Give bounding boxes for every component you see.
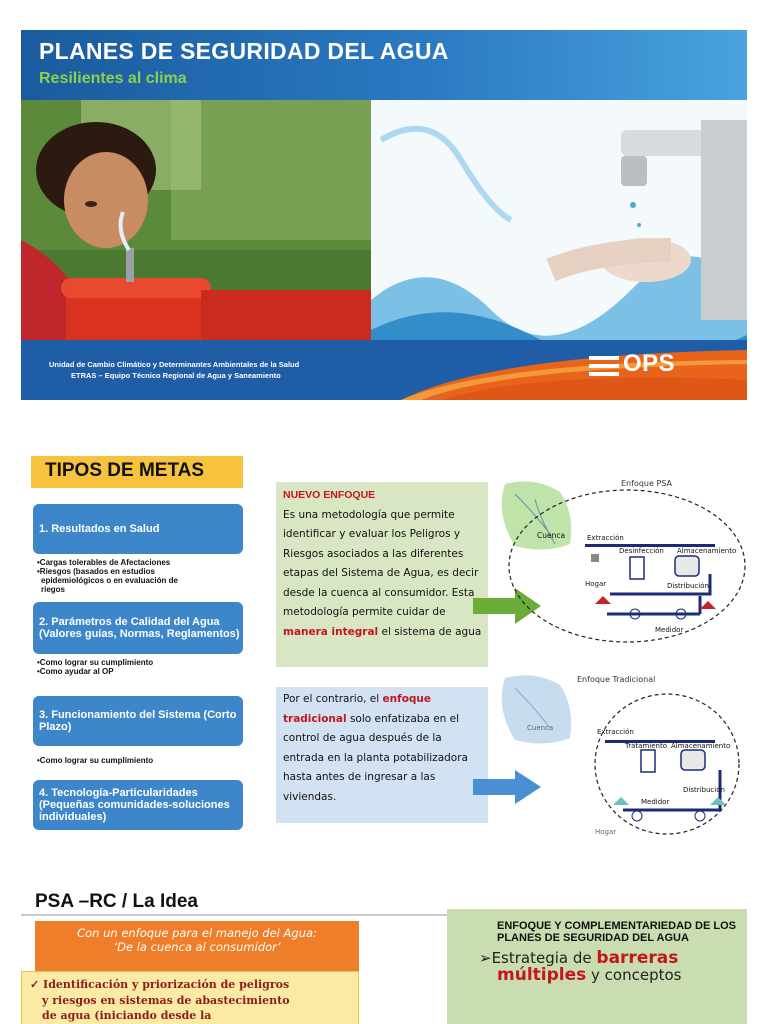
idea-slide-title: PSA –RC / La Idea: [35, 891, 198, 912]
cover-subtitle: Resilientes al clima: [39, 70, 187, 87]
goal-3-bullets: [37, 756, 153, 765]
psa-label-hogar: Hogar: [585, 580, 607, 588]
strategy-suffix: y conceptos: [591, 966, 682, 984]
trad-label-cuenca: Cuenca: [527, 724, 554, 732]
psa-label-distribucion: Distribución: [667, 582, 709, 590]
psa-label-almacenamiento: Almacenamiento: [677, 547, 737, 555]
faucet-splash-illustration: [371, 100, 747, 365]
new-approach-text: Es una metodología que permite identificar y evaluar los Peligros y Riesgos asociados a las diferentes etapas del Sistema de Agua, es decir desde la cuenca al consumidor. Esta metodología permite cuidar de: [283, 508, 479, 618]
trad-label-hogar: Hogar: [595, 828, 617, 836]
psa-approach-diagram: [495, 474, 747, 646]
cover-title: PLANES DE SEGURIDAD DEL AGUA: [39, 38, 449, 64]
traditional-text-start: Por el contrario, el: [283, 693, 380, 705]
traditional-highlight: enfoque tradicional: [283, 693, 432, 725]
goal-2-bullets: [37, 658, 153, 676]
goal-2-bullet: •Como ayudar al OP: [37, 667, 114, 676]
goal-1-bullet: •Riesgos (basados en estudios: [37, 567, 155, 576]
psa-label-desinfeccion: Desinfección: [619, 547, 664, 555]
traditional-text-end: solo enfatizaba en el control de agua después de la entrada en la planta potabilizadora hasta antes de ingresar a las viviendas.: [283, 712, 468, 803]
approach-banner-line1: Con un enfoque para el manejo del Agua:: [77, 926, 317, 940]
ops-emblem-icon: [589, 354, 621, 380]
footer-unit-line: Unidad de Cambio Climático y Determinantes Ambientales de la Salud: [49, 360, 300, 369]
traditional-approach-box: [276, 687, 488, 823]
trad-label-tratamiento: Tratamiento: [625, 742, 667, 750]
trad-label-distribucion: Distribución: [683, 786, 725, 794]
child-drinking-photo: [21, 100, 371, 365]
trad-label-extraccion: Extracción: [597, 728, 634, 736]
strategy-multiple: múltiples: [497, 965, 587, 985]
hazard-line-2: y riesgos en sistemas de abastecimiento: [42, 993, 290, 1007]
goal-3-bullet: •Como lograr su cumplimiento: [37, 756, 154, 765]
slide-3-idea: [21, 885, 747, 1024]
new-approach-box: [276, 482, 488, 667]
psa-diagram-title: Enfoque PSA: [621, 479, 672, 488]
footer-etras-line: ETRAS – Equipo Técnico Regional de Agua y Saneamiento: [71, 371, 281, 380]
hazard-identification-box: [21, 971, 359, 1024]
hazard-line-1: ✓ Identificación y priorización de peligros: [30, 978, 290, 991]
strategy-prefix: ➢Estrategia de: [479, 949, 592, 967]
goal-1-bullets: [37, 558, 178, 594]
complementarity-title: ENFOQUE Y COMPLEMENTARIEDAD DE LOS PLANES DE SEGURIDAD DEL AGUA: [497, 920, 736, 944]
slide-2-goal-types: [21, 440, 747, 855]
psa-label-cuenca: Cuenca: [537, 531, 566, 540]
approach-banner-line2: ‘De la cuenca al consumidor’: [113, 940, 281, 954]
strategy-line: [479, 950, 747, 984]
slide-1-cover: [21, 30, 747, 400]
psa-label-medidor: Medidor: [655, 626, 684, 634]
goal-water-quality-parameters: 2. Parámetros de Calidad del Agua (Valores guías, Normas, Reglamentos): [33, 602, 243, 654]
complementarity-box: [447, 909, 747, 1024]
child-drinking-illustration: [21, 100, 371, 365]
hazard-line-3: de agua (iniciando desde la: [42, 1009, 212, 1022]
new-approach-text-end: el sistema de agua: [381, 625, 482, 638]
goal-1-bullet: •Cargas tolerables de Afectaciones: [37, 558, 171, 567]
approach-banner: [35, 921, 359, 971]
goal-2-bullet: •Como lograr su cumplimiento: [37, 658, 154, 667]
trad-label-medidor: Medidor: [641, 798, 670, 806]
traditional-diagram-title: Enfoque Tradicional: [577, 675, 656, 684]
new-approach-heading: NUEVO ENFOQUE: [283, 489, 376, 501]
psa-label-extraccion: Extracción: [587, 534, 624, 542]
new-approach-highlight: manera integral: [283, 625, 379, 638]
goal-types-title: TIPOS DE METAS: [31, 456, 243, 488]
strategy-barriers: barreras: [596, 948, 679, 968]
goal-system-operation: 3. Funcionamiento del Sistema (Corto Plazo): [33, 696, 243, 746]
goal-technology-particularities: 4. Tecnología-Particularidades (Pequeñas comunidades-soluciones individuales): [33, 780, 243, 830]
goal-1-bullet: epidemiológicos o en evaluación de: [41, 576, 178, 585]
faucet-splash-photo: [371, 100, 747, 365]
goal-1-bullet: riegos: [41, 585, 66, 594]
ops-logo-text: OPS: [623, 350, 676, 377]
traditional-approach-diagram: [495, 670, 747, 840]
trad-label-almacenamiento: Almacenamiento: [671, 742, 731, 750]
goal-health-results: 1. Resultados en Salud: [33, 504, 243, 554]
